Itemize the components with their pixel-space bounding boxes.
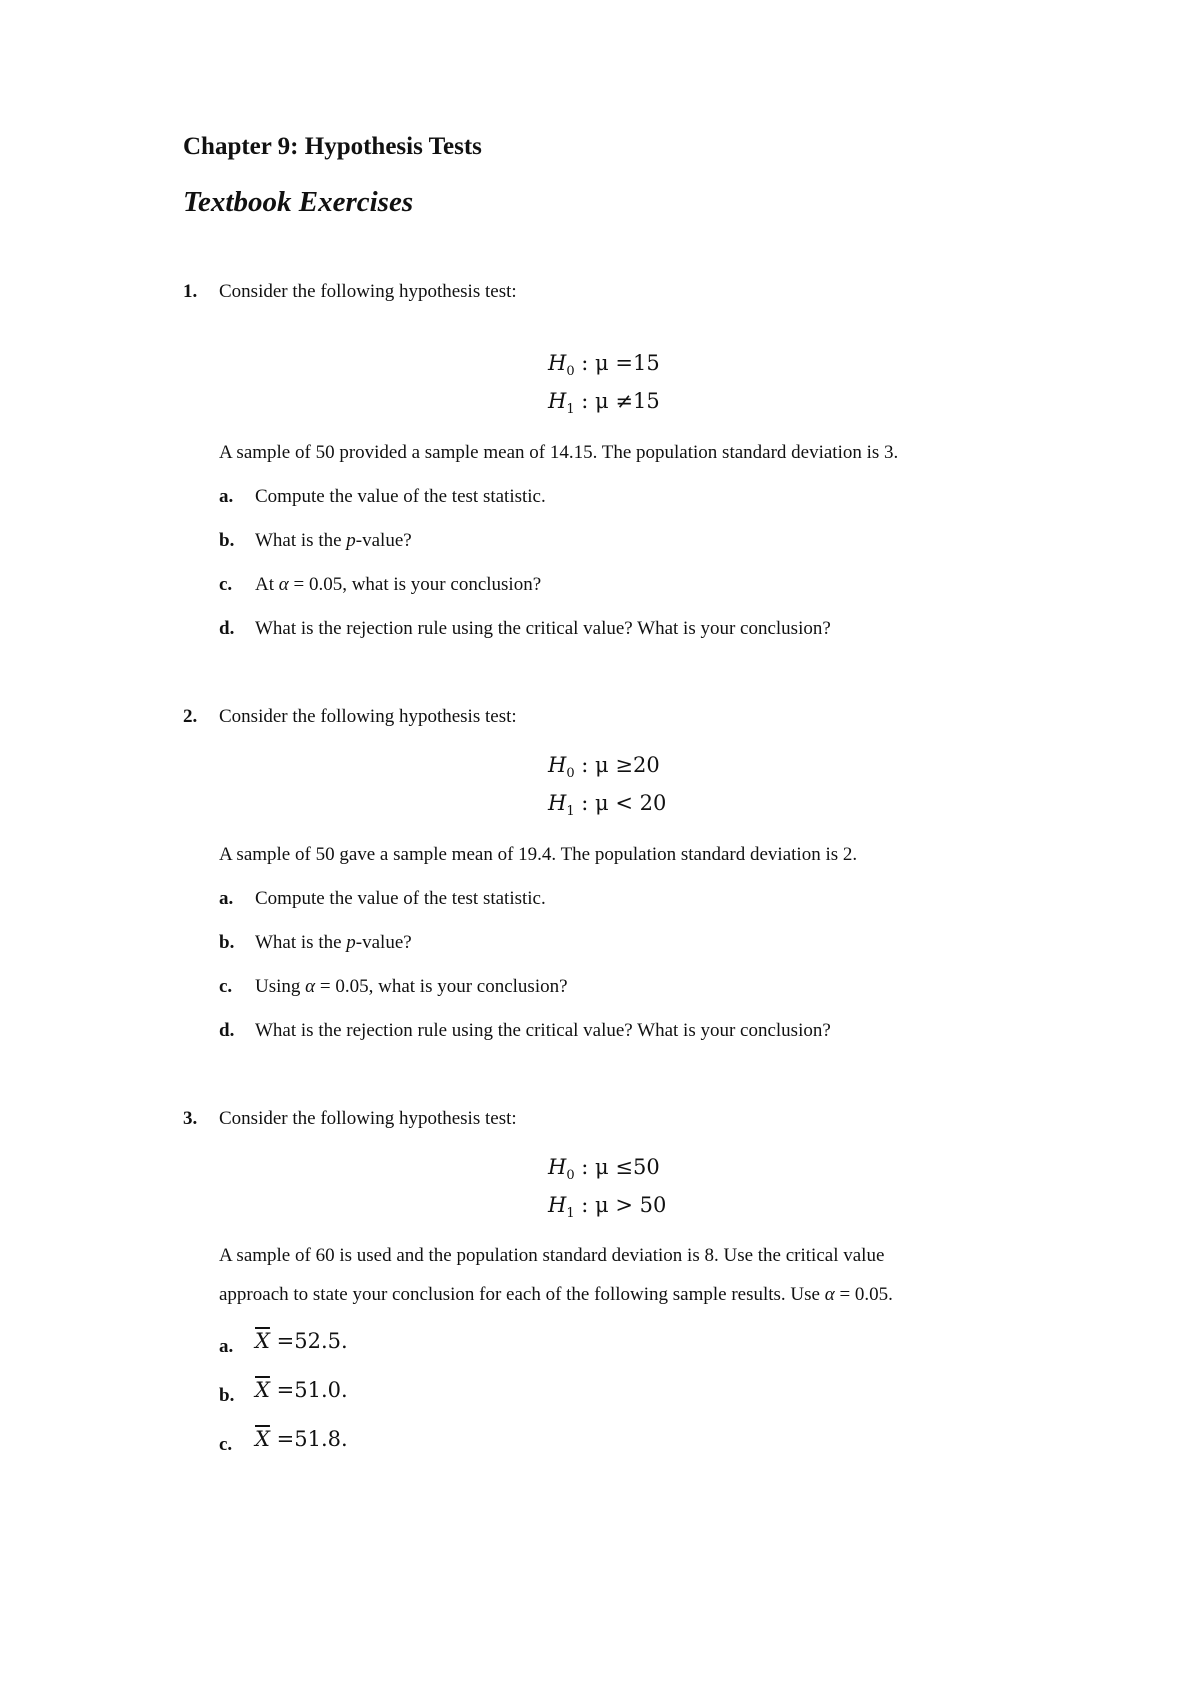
question-2-part-a-text: Compute the value of the test statistic. (255, 888, 546, 909)
question-3-part-b-value: $\overline{X} =51.0$. (255, 1378, 348, 1402)
question-3-part-a-value: $\overline{X} =52.5$. (255, 1329, 348, 1353)
question-2-intro: Consider the following hypothesis test: (219, 706, 517, 727)
question-3-number: 3. (183, 1108, 198, 1129)
question-2-part-b-text: What is the p-value? (255, 932, 412, 953)
question-3-part-c-value: $\overline{X} =51.8$. (255, 1427, 348, 1451)
question-1-part-d-letter: d. (219, 618, 235, 639)
question-1-statement: A sample of 50 provided a sample mean of 14.15. The population standard deviation is 3. (219, 442, 899, 463)
question-2-part-c-text: Using α = 0.05, what is your conclusion? (255, 976, 568, 997)
question-3-h0: $H_0$ : μ ≤50 (548, 1155, 660, 1184)
question-1-part-b-text: What is the p-value? (255, 530, 412, 551)
question-1-part-c-letter: c. (219, 574, 233, 595)
question-1-part-b-letter: b. (219, 530, 235, 551)
question-3-statement-line-1: A sample of 60 is used and the population standard deviation is 8. Use the critical value (219, 1245, 885, 1266)
question-3-statement-line-2: approach to state your conclusion for each of the following sample results. Use α = 0.05. (219, 1284, 893, 1305)
question-3-part-c-letter: c. (219, 1434, 233, 1455)
question-1-number: 1. (183, 281, 198, 302)
question-1-part-d-text: What is the rejection rule using the critical value? What is your conclusion? (255, 618, 831, 639)
question-3-part-b-letter: b. (219, 1385, 235, 1406)
xbar-symbol: $\overline{X}$ (255, 1329, 270, 1353)
question-2-part-d-letter: d. (219, 1020, 235, 1041)
question-1-h0: $H_0$ : μ =15 (548, 351, 660, 380)
question-3-h1: $H_1$ : μ > 50 (548, 1193, 667, 1222)
question-1-part-c-text: At α = 0.05, what is your conclusion? (255, 574, 542, 595)
question-3-intro: Consider the following hypothesis test: (219, 1108, 517, 1129)
question-2-part-a-letter: a. (219, 888, 234, 909)
question-2-h1: $H_1$ : μ < 20 (548, 791, 667, 820)
question-2-part-b-letter: b. (219, 932, 235, 953)
xbar-symbol: $\overline{X}$ (255, 1427, 270, 1451)
question-2-number: 2. (183, 706, 198, 727)
question-1-part-a-text: Compute the value of the test statistic. (255, 486, 546, 507)
section-title: Textbook Exercises (183, 186, 414, 218)
chapter-title: Chapter 9: Hypothesis Tests (183, 133, 482, 160)
xbar-symbol: $\overline{X}$ (255, 1378, 270, 1402)
question-2-part-c-letter: c. (219, 976, 233, 997)
question-1-part-a-letter: a. (219, 486, 234, 507)
question-2-h0: $H_0$ : μ ≥20 (548, 753, 660, 782)
question-2-statement: A sample of 50 gave a sample mean of 19.4. The population standard deviation is 2. (219, 844, 858, 865)
question-2-part-d-text: What is the rejection rule using the critical value? What is your conclusion? (255, 1020, 831, 1041)
question-3-part-a-letter: a. (219, 1336, 234, 1357)
question-1-intro: Consider the following hypothesis test: (219, 281, 517, 302)
question-1-h1: $H_1$ : μ ≠15 (548, 389, 660, 418)
